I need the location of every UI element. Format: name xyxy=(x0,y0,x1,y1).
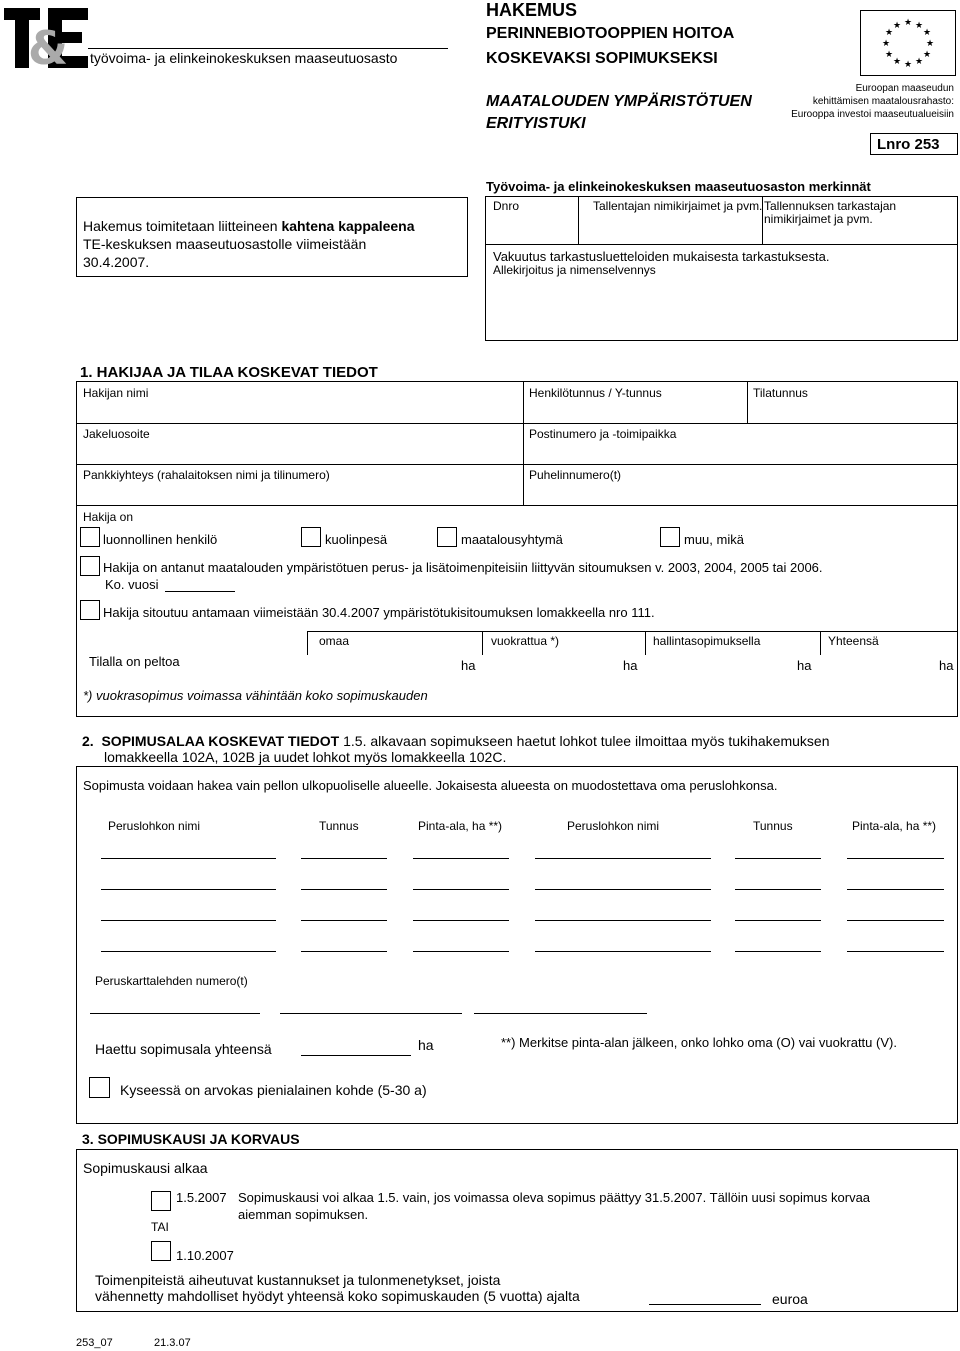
saver-label: Tallentajan nimikirjaimet ja pvm. xyxy=(593,199,763,213)
parcel-input-r2-c2[interactable] xyxy=(302,872,386,887)
applicant-name-label: Hakijan nimi xyxy=(83,386,149,400)
te-logo-icon xyxy=(4,8,88,70)
office-box xyxy=(485,196,958,341)
field-rented-input[interactable] xyxy=(489,658,619,673)
phone-label: Puhelinnumero(t) xyxy=(529,468,622,482)
field-header-rented: vuokrattua *) xyxy=(491,634,560,648)
col-header-name-1: Peruslohkon nimi xyxy=(108,819,201,833)
signature-label: Allekirjoitus ja nimenselvennys xyxy=(493,263,656,277)
form-code: 253_07 xyxy=(76,1337,113,1349)
parcel-input-r4-c2[interactable] xyxy=(302,934,386,949)
parcel-input-r4-c6[interactable] xyxy=(848,934,943,949)
form-title: HAKEMUS xyxy=(486,0,578,20)
col-header-id-2: Tunnus xyxy=(753,819,793,833)
costs-currency: euroa xyxy=(772,1291,808,1307)
total-area-unit: ha xyxy=(418,1037,434,1053)
parcel-underline xyxy=(301,858,387,859)
parcel-input-r2-c1[interactable] xyxy=(102,872,275,887)
bank-input[interactable] xyxy=(83,486,513,501)
parcel-input-r2-c6[interactable] xyxy=(848,872,943,887)
section1-title: 1. HAKIJAA JA TILAA KOSKEVAT TIEDOT xyxy=(80,364,378,381)
parcel-underline xyxy=(301,951,387,952)
applicant-name-input[interactable] xyxy=(83,404,513,419)
svg-text:★: ★ xyxy=(881,39,891,49)
notice-line-3: 30.4.2007. xyxy=(83,254,150,270)
map-sheet-input-2[interactable] xyxy=(281,996,461,1011)
svg-text:★: ★ xyxy=(925,39,935,49)
notice-line-1: Hakemus toimitetaan liitteineen kahtena kappaleena xyxy=(83,218,415,234)
parcel-input-r1-c6[interactable] xyxy=(848,841,943,856)
assurance-label: Vakuutus tarkastusluetteloiden mukaisesta tarkastuksesta. xyxy=(493,249,830,264)
field-footnote: *) vuokrasopimus voimassa vähintään koko sopimuskauden xyxy=(83,688,428,703)
col-header-name-2: Peruslohkon nimi xyxy=(567,819,660,833)
svg-text:★: ★ xyxy=(884,28,894,38)
small-site-label: Kyseessä on arvokas pienialainen kohde (5-30 a) xyxy=(120,1082,427,1098)
eu-text-3: Eurooppa investoi maaseutualueisiin xyxy=(791,109,954,120)
te-logo xyxy=(4,8,88,70)
parcel-underline xyxy=(413,889,509,890)
field-own-input[interactable] xyxy=(317,658,457,673)
type-person-checkbox[interactable] xyxy=(80,527,100,547)
field-row-label: Tilalla on peltoa xyxy=(89,654,180,669)
type-person-label: luonnollinen henkilö xyxy=(103,532,218,547)
field-header-own: omaa xyxy=(319,634,350,648)
small-site-checkbox[interactable] xyxy=(89,1077,110,1098)
parcel-underline xyxy=(847,920,944,921)
notice-line-2: TE-keskuksen maaseutuosastolle viimeistään xyxy=(83,236,367,252)
parcel-underline xyxy=(301,920,387,921)
postal-label: Postinumero ja -toimipaikka xyxy=(529,427,677,441)
costs-label-2: vähennetty mahdolliset hyödyt yhteensä koko sopimuskauden (5 vuotta) ajalta xyxy=(95,1288,580,1304)
total-area-input[interactable] xyxy=(303,1038,409,1053)
parcel-underline xyxy=(535,920,711,921)
ssn-input[interactable] xyxy=(529,404,739,419)
svg-text:★: ★ xyxy=(914,21,924,31)
parcel-input-r3-c6[interactable] xyxy=(848,903,943,918)
lnro: Lnro 253 xyxy=(877,136,940,153)
svg-text:★: ★ xyxy=(903,60,913,70)
total-area-label: Haettu sopimusala yhteensä xyxy=(95,1041,272,1057)
parcel-input-r2-c5[interactable] xyxy=(736,872,820,887)
parcel-input-r4-c5[interactable] xyxy=(736,934,820,949)
commitment-given-label: Hakija on antanut maatalouden ympäristötuen perus- ja lisätoimenpiteisiin liittyvän sitoumuksen v. 2003, 2004, 2005 tai 2006. xyxy=(103,560,823,575)
start-may-checkbox[interactable] xyxy=(151,1191,171,1211)
svg-text:★: ★ xyxy=(922,50,932,60)
col-header-area-2: Pinta-ala, ha **) xyxy=(852,819,937,833)
svg-text:★: ★ xyxy=(903,18,913,28)
period-start-label: Sopimuskausi alkaa xyxy=(83,1160,208,1176)
svg-text:★: ★ xyxy=(892,21,902,31)
parcel-input-r3-c2[interactable] xyxy=(302,903,386,918)
type-other-checkbox[interactable] xyxy=(660,527,680,547)
svg-text:★: ★ xyxy=(884,50,894,60)
start-may-desc-2: aiemman sopimuksen. xyxy=(238,1207,369,1222)
type-estate-label: kuolinpesä xyxy=(325,532,388,547)
section2-box xyxy=(76,766,958,1124)
commitment-year-label: Ko. vuosi xyxy=(105,577,159,592)
parcel-underline xyxy=(535,858,711,859)
svg-text:&: & xyxy=(28,21,69,70)
form-title-line2: PERINNEBIOTOOPPIEN HOITOA xyxy=(486,25,735,42)
parcel-input-r2-c3[interactable] xyxy=(414,872,508,887)
section2-title-line2: lomakkeella 102A, 102B ja uudet lohkot myös lomakkeella 102C. xyxy=(104,749,507,765)
section3-title: 3. SOPIMUSKAUSI JA KORVAUS xyxy=(82,1131,300,1147)
section3-box xyxy=(76,1149,958,1312)
form-subtitle: MAATALOUDEN YMPÄRISTÖTUEN xyxy=(486,93,752,110)
office-title: Työvoima- ja elinkeinokeskuksen maaseutuosaston merkinnät xyxy=(486,179,871,194)
commitment-will-give-label: Hakija sitoutuu antamaan viimeistään 30.4.2007 ympäristötukisitoumuksen lomakkeella nro 111. xyxy=(103,605,655,620)
eu-flag xyxy=(860,10,956,76)
parcel-underline xyxy=(735,858,821,859)
parcel-underline xyxy=(413,920,509,921)
costs-input[interactable] xyxy=(651,1287,759,1302)
parcel-input-r2-c4[interactable] xyxy=(536,872,710,887)
parcel-input-r4-c1[interactable] xyxy=(102,934,275,949)
parcel-input-r1-c2[interactable] xyxy=(302,841,386,856)
type-other-label: muu, mikä xyxy=(684,532,744,547)
phone-input[interactable] xyxy=(529,486,949,501)
eu-text-1: Euroopan maaseudun xyxy=(855,83,954,94)
map-sheet-input-3[interactable] xyxy=(475,996,645,1011)
address-label: Jakeluosoite xyxy=(83,427,150,441)
parcel-underline xyxy=(535,951,711,952)
field-total-input[interactable] xyxy=(827,658,927,673)
start-oct-date: 1.10.2007 xyxy=(176,1248,234,1263)
parcel-underline xyxy=(101,951,276,952)
applicant-is-label: Hakija on xyxy=(83,510,134,524)
parcel-underline xyxy=(101,920,276,921)
field-total-unit: ha xyxy=(939,658,954,673)
map-sheet-label: Peruskarttalehden numero(t) xyxy=(95,974,248,988)
parcel-input-r1-c3[interactable] xyxy=(414,841,508,856)
eu-text-2: kehittämisen maatalousrahasto: xyxy=(812,96,954,107)
ssn-label: Henkilötunnus / Y-tunnus xyxy=(529,386,662,400)
start-oct-checkbox[interactable] xyxy=(151,1241,171,1261)
start-may-desc-1: Sopimuskausi voi alkaa 1.5. vain, jos voimassa oleva sopimus päättyy 31.5.2007. Tällöin uusi sopimus korvaa xyxy=(238,1190,871,1205)
parcel-underline xyxy=(735,951,821,952)
submission-notice xyxy=(76,197,468,277)
section2-title: 2. SOPIMUSALAA KOSKEVAT TIEDOT 1.5. alkavaan sopimukseen haetut lohkot tulee ilmoittaa myös tukihakemuksen xyxy=(82,733,830,749)
ownership-note: **) Merkitse pinta-alan jälkeen, onko lohko oma (O) vai vuokrattu (V). xyxy=(501,1035,897,1050)
svg-text:★: ★ xyxy=(922,28,932,38)
field-managed-input[interactable] xyxy=(653,658,793,673)
or-label: TAI xyxy=(151,1220,169,1234)
section2-intro: Sopimusta voidaan hakea vain pellon ulkopuoliselle alueelle. Jokaisesta alueesta on muodostettava oma peruslohkonsa. xyxy=(83,778,778,793)
dnro-input[interactable] xyxy=(526,199,566,214)
farm-id-input[interactable] xyxy=(753,404,948,419)
bank-label: Pankkiyhteys (rahalaitoksen nimi ja tilinumero) xyxy=(83,468,330,482)
costs-label-1: Toimenpiteistä aiheutuvat kustannukset ja tulonmenetykset, joista xyxy=(95,1272,501,1288)
parcel-underline xyxy=(101,889,276,890)
map-sheet-input-1[interactable] xyxy=(91,996,259,1011)
parcel-underline xyxy=(735,889,821,890)
farm-id-label: Tilatunnus xyxy=(753,386,808,400)
field-own-unit: ha xyxy=(461,658,476,673)
dnro-label: Dnro xyxy=(493,199,520,213)
parcel-input-r1-c1[interactable] xyxy=(102,841,275,856)
svg-text:★: ★ xyxy=(914,57,924,67)
svg-text:★: ★ xyxy=(892,57,902,67)
parcel-input-r3-c4[interactable] xyxy=(536,903,710,918)
parcel-input-r4-c4[interactable] xyxy=(536,934,710,949)
parcel-input-r3-c3[interactable] xyxy=(414,903,508,918)
field-managed-unit: ha xyxy=(797,658,812,673)
parcel-input-r3-c1[interactable] xyxy=(102,903,275,918)
commitment-year-input[interactable] xyxy=(167,576,233,591)
form-date: 21.3.07 xyxy=(154,1337,191,1349)
parcel-input-r1-c5[interactable] xyxy=(736,841,820,856)
type-partnership-checkbox[interactable] xyxy=(437,527,457,547)
start-may-date: 1.5.2007 xyxy=(176,1190,227,1205)
parcel-underline xyxy=(301,889,387,890)
parcel-underline xyxy=(413,951,509,952)
postal-input[interactable] xyxy=(529,445,949,460)
lnro-box xyxy=(870,133,958,155)
commitment-will-give-checkbox[interactable] xyxy=(80,600,100,620)
parcel-underline xyxy=(413,858,509,859)
field-rented-unit: ha xyxy=(623,658,638,673)
col-header-area-1: Pinta-ala, ha **) xyxy=(418,819,503,833)
form-subtitle-line2: ERITYISTUKI xyxy=(486,115,586,132)
type-estate-checkbox[interactable] xyxy=(301,527,321,547)
parcel-underline xyxy=(847,951,944,952)
parcel-underline xyxy=(101,858,276,859)
parcel-underline xyxy=(847,889,944,890)
field-header-total: Yhteensä xyxy=(828,634,879,648)
parcel-underline xyxy=(535,889,711,890)
parcel-underline xyxy=(847,858,944,859)
col-header-id-1: Tunnus xyxy=(319,819,359,833)
address-input[interactable] xyxy=(83,445,513,460)
commitment-given-checkbox[interactable] xyxy=(80,556,100,576)
parcel-underline xyxy=(735,920,821,921)
field-header-managed: hallintasopimuksella xyxy=(653,634,761,648)
section1-box xyxy=(76,381,958,717)
checker-label-1: Tallennuksen tarkastajan xyxy=(764,199,897,213)
parcel-input-r3-c5[interactable] xyxy=(736,903,820,918)
parcel-input-r1-c4[interactable] xyxy=(536,841,710,856)
type-partnership-label: maatalousyhtymä xyxy=(461,532,563,547)
checker-label-2: nimikirjaimet ja pvm. xyxy=(764,212,873,226)
type-other-input[interactable] xyxy=(757,532,947,547)
parcel-input-r4-c3[interactable] xyxy=(414,934,508,949)
eu-stars-icon xyxy=(861,11,955,75)
org-line: työvoima- ja elinkeinokeskuksen maaseutuosasto xyxy=(90,50,398,66)
form-title-line3: KOSKEVAKSI SOPIMUKSEKSI xyxy=(486,50,718,67)
